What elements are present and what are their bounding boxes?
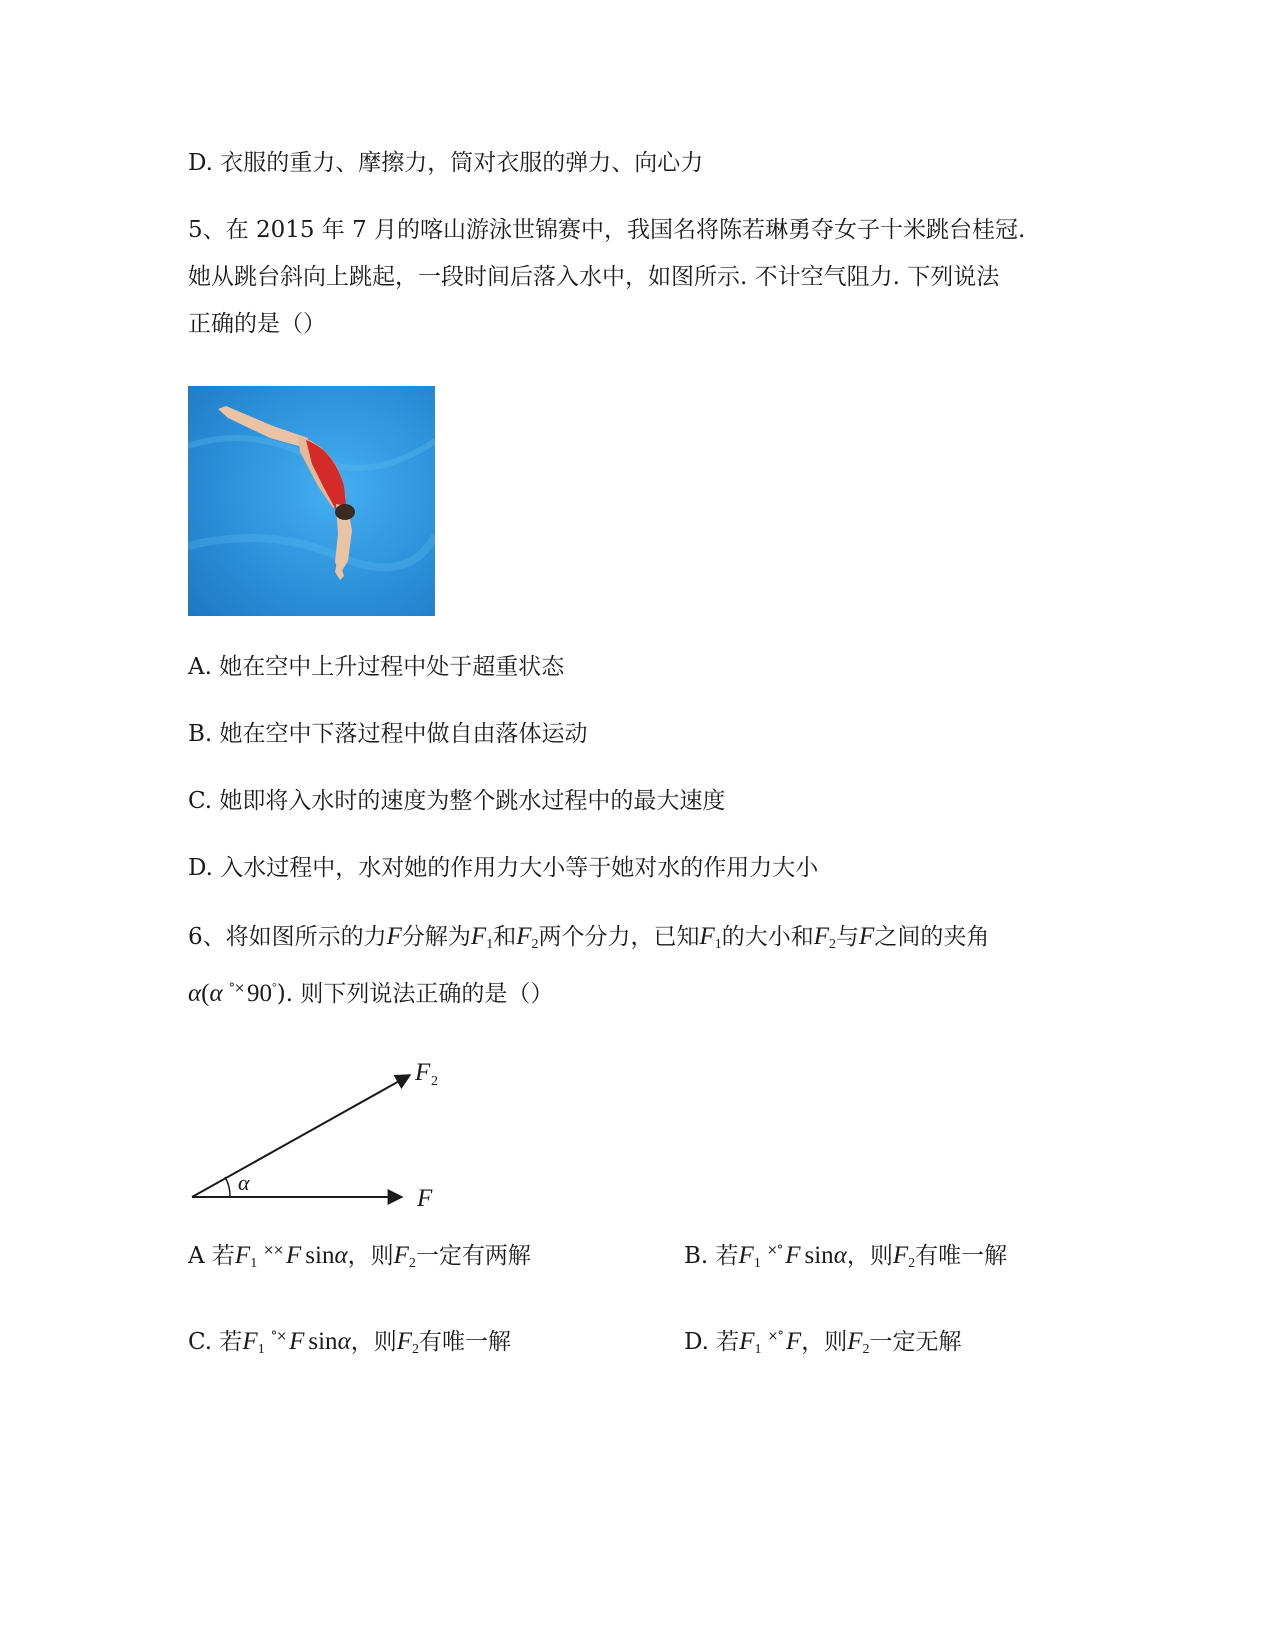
q6-option-c: C. 若$F_1^{^\circ\times}$ F sinα，则$F_2$有唯一解	[188, 1328, 511, 1357]
q5-option-d: D. 入水过程中，水对她的作用力大小等于她对水的作用力大小	[188, 855, 819, 881]
q6-stem-text-4: 两个分力，已知	[538, 924, 700, 950]
force-f: F	[386, 923, 402, 950]
q5-option-a: A. 她在空中上升过程中处于超重状态	[188, 654, 565, 680]
q6-stem-text-5: 的大小和	[721, 924, 814, 950]
q5-option-c: C. 她即将入水时的速度为整个跳水过程中的最大速度	[188, 788, 726, 814]
force-decomposition-diagram	[180, 1050, 480, 1220]
diagram-label-f: F	[417, 1185, 433, 1212]
q4-option-d: D. 衣服的重力、摩擦力，筒对衣服的弹力、向心力	[188, 150, 704, 176]
angle-alpha: α	[209, 980, 223, 1007]
diver-illustration	[188, 386, 435, 616]
q6-stem-line2-text: ). 则下列说法正确的是（）	[276, 981, 554, 1007]
q6-stem-text-6: 与	[836, 924, 860, 950]
q5-stem-line1: 5、在 2015 年 7 月的喀山游泳世锦赛中，我国名将陈若琳勇夺女子十米跳台桂冠.	[188, 217, 1026, 243]
q6-stem-line2	[188, 972, 553, 1009]
diagram-label-f2: F	[415, 1059, 431, 1086]
force-f2: $F_2$	[813, 923, 837, 952]
diver-photo	[188, 386, 435, 616]
force-f1: $F_1$	[470, 923, 494, 952]
q5-option-b: B. 她在空中下落过程中做自由落体运动	[188, 721, 588, 747]
diagram-label-f2-sub: 2	[431, 1074, 438, 1089]
force-f2: $F_2$	[516, 923, 539, 952]
q6-option-d: D. 若$F_1^{\times^\circ}$ F，则$F_2$一定无解	[684, 1328, 962, 1357]
angle-arc	[225, 1177, 230, 1197]
q6-option-b: B. 若$F_1^{\times^\circ}$ F sinα，则$F_2$有唯一解	[684, 1242, 1008, 1271]
q6-option-a: A 若$F_1^{\times\times}$ F sinα，则$F_2$一定有两解	[188, 1242, 531, 1271]
angle-alpha: α	[188, 980, 202, 1007]
q5-stem-line3: 正确的是（）	[188, 311, 326, 337]
force-f1: $F_1$	[699, 923, 722, 952]
force-f: F	[859, 923, 875, 950]
force-diagram-svg	[180, 1050, 480, 1220]
vector-f2-arrow	[192, 1075, 410, 1197]
q5-stem-line2: 她从跳台斜向上跳起，一段时间后落入水中，如图所示. 不计空气阻力. 下列说法	[188, 264, 1000, 290]
q6-stem-text-1: 6、将如图所示的力	[188, 924, 387, 950]
q6-stem-text-7: 之间的夹角	[874, 924, 990, 950]
garbled-glyph: °×	[228, 981, 244, 996]
q6-stem-text-3: 和	[493, 924, 517, 950]
q6-stem-text-2: 分解为	[401, 924, 471, 950]
open-paren: (	[201, 980, 210, 1007]
diagram-label-alpha: α	[238, 1170, 250, 1195]
ninety-degrees: 90°	[246, 980, 277, 1007]
q6-stem-line1	[188, 922, 989, 960]
